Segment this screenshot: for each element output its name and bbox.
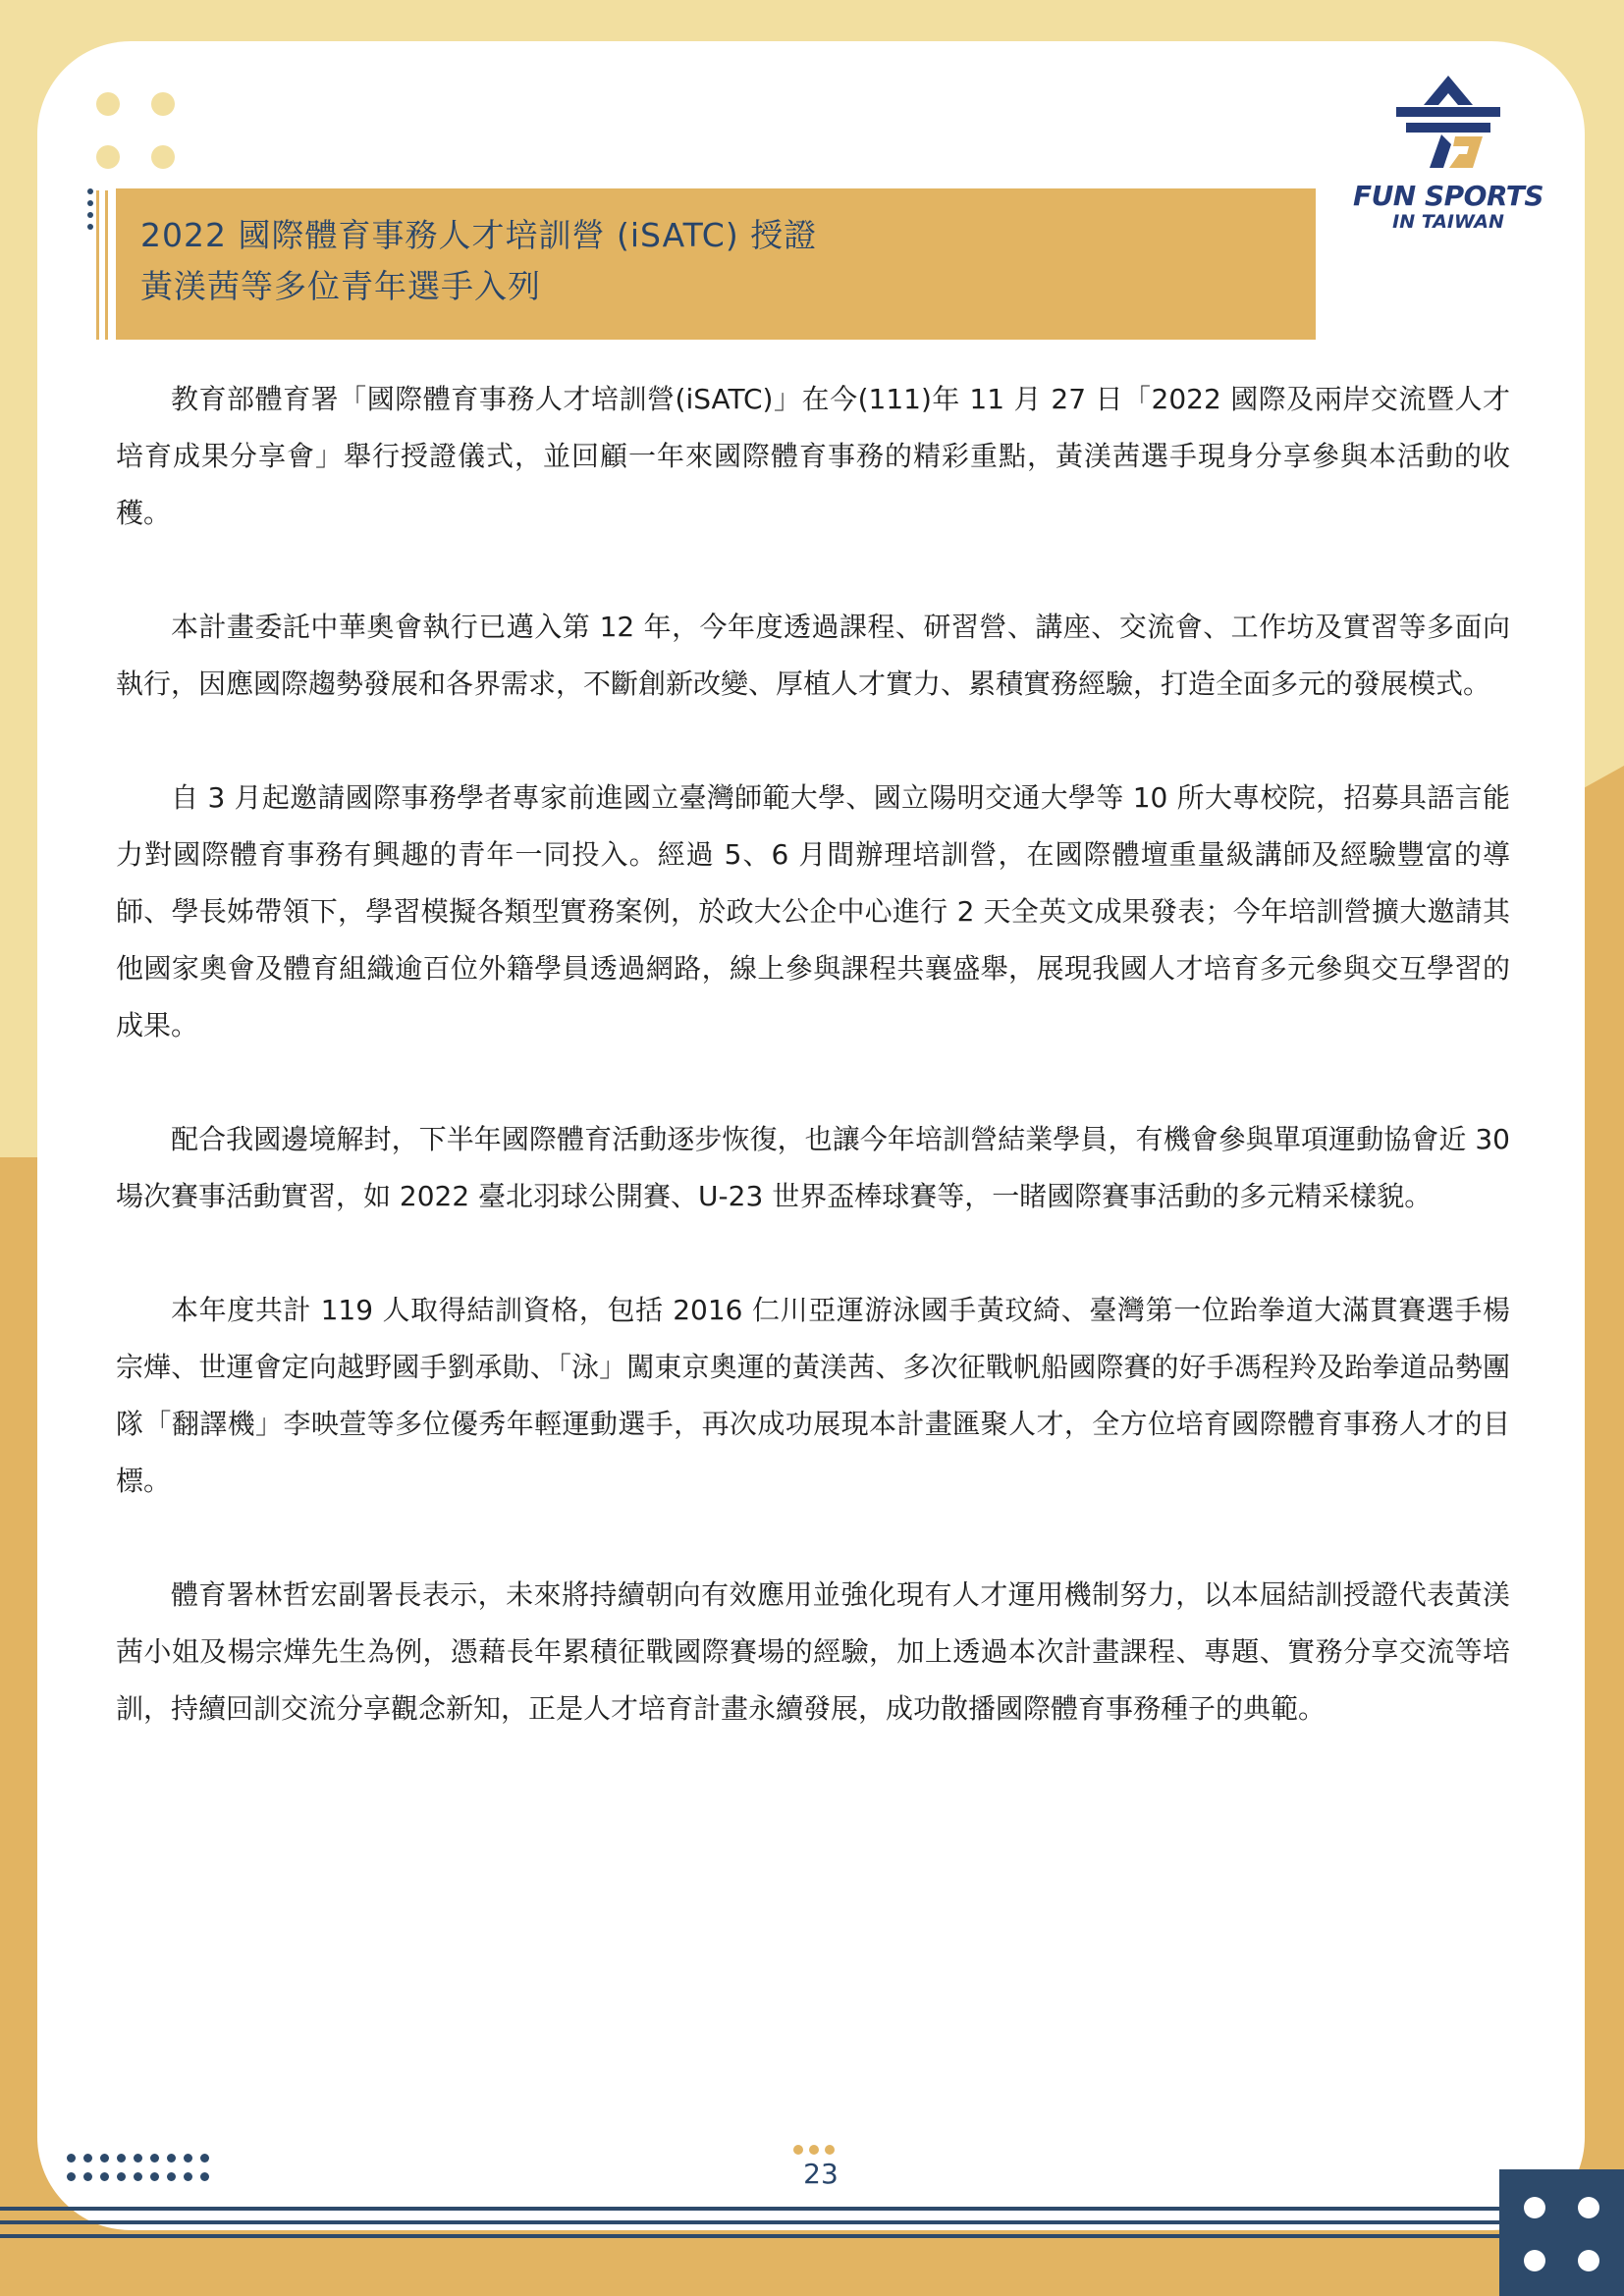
- decorative-dot: [167, 2172, 176, 2181]
- decorative-dots-bottom-left: [67, 2154, 224, 2197]
- fun-sports-logo: [1345, 74, 1551, 240]
- decorative-dot: [134, 2172, 142, 2181]
- decorative-dot: [200, 2172, 209, 2181]
- decorative-vertical-dots: [85, 188, 95, 238]
- decorative-dot: [117, 2154, 126, 2163]
- decorative-dot: [150, 2172, 159, 2181]
- decorative-dot: [200, 2154, 209, 2163]
- paragraph: 本計畫委託中華奧會執行已邁入第 12 年，今年度透過課程、研習營、講座、交流會、工作坊及實習等多面向執行，因應國際趨勢發展和各界需求，不斷創新改變、厚植人才實力、累積實務經驗，打造全面多元的發展模式。: [116, 611, 1510, 700]
- title-accent-bar: [96, 190, 99, 340]
- runner-icon: [1345, 74, 1551, 182]
- title-accent-bar: [105, 190, 108, 340]
- paragraph: 本年度共計 119 人取得結訓資格，包括 2016 仁川亞運游泳國手黃玟綺、臺灣第一位跆拳道大滿貫賽選手楊宗燁、世運會定向越野國手劉承勛、「泳」闖東京奧運的黃渼茜、多次征戰帆船國際賽的好手馮程羚及跆拳道品勢團隊「翻譯機」李映萱等多位優秀年輕運動選手，再次成功展現本計畫匯聚人才，全方位培育國際體育事務人才的目標。: [116, 1294, 1510, 1497]
- decorative-dots-top-left: [96, 92, 185, 171]
- paragraph: 體育署林哲宏副署長表示，未來將持續朝向有效應用並強化現有人才運用機制努力，以本屆結訓授證代表黃渼茜小姐及楊宗燁先生為例，憑藉長年累積征戰國際賽場的經驗，加上透過本次計畫課程、專題、實務分享交流等培訓，持續回訓交流分享觀念新知，正是人才培育計畫永續發展，成功散播國際體育事務種子的典範。: [116, 1578, 1510, 1725]
- page-title: [116, 188, 1316, 340]
- decorative-dot: [134, 2154, 142, 2163]
- decorative-dot: [83, 2172, 92, 2181]
- logo-text-sub: IN TAIWAN: [1392, 211, 1504, 233]
- paragraph: 自 3 月起邀請國際事務學者專家前進國立臺灣師範大學、國立陽明交通大學等 10 所大專校院，招募具語言能力對國際體育事務有興趣的青年一同投入。經過 5、6 月間辦理培訓營，在國際體壇重量級講師及經驗豐富的導師、學長姊帶領下，學習模擬各類型實務案例，於政大公企中心進行 2 天全英文成果發表；今年培訓營擴大邀請其他國家奧會及體育組織逾百位外籍學員透過網路，線上參與課程共襄盛舉，展現我國人才培育多元參與交互學習的成果。: [116, 781, 1510, 1041]
- decorative-dot: [117, 2172, 126, 2181]
- decorative-dot: [67, 2154, 76, 2163]
- article-body: [116, 371, 1510, 1794]
- decorative-dot: [67, 2172, 76, 2181]
- decorative-dot: [83, 2154, 92, 2163]
- logo-text-main: FUN SPORTS: [1352, 180, 1544, 212]
- corner-dot-square: [1499, 2169, 1624, 2296]
- decorative-dot: [150, 2154, 159, 2163]
- page-number-dots: [793, 2140, 852, 2154]
- paragraph: 教育部體育署「國際體育事務人才培訓營(iSATC)」在今(111)年 11 月 27 日「2022 國際及兩岸交流暨人才培育成果分享會」舉行授證儀式，並回顧一年來國際體育事務的精彩重點，黃渼茜選手現身分享參與本活動的收穫。: [116, 383, 1510, 529]
- decorative-dot: [167, 2154, 176, 2163]
- decorative-dot: [184, 2172, 192, 2181]
- paragraph: 配合我國邊境解封，下半年國際體育活動逐步恢復，也讓今年培訓營結業學員，有機會參與單項運動協會近 30 場次賽事活動實習，如 2022 臺北羽球公開賽、U-23 世界盃棒球賽等，一睹國際賽事活動的多元精采樣貌。: [116, 1123, 1510, 1212]
- bottom-stripes: [0, 2207, 1512, 2246]
- decorative-dot: [100, 2172, 109, 2181]
- decorative-dot: [184, 2154, 192, 2163]
- page-number: 23: [803, 2158, 839, 2190]
- decorative-dot: [100, 2154, 109, 2163]
- title-line-1: 2022 國際體育事務人才培訓營 (iSATC) 授證: [140, 216, 818, 254]
- title-line-2: 黃渼茜等多位青年選手入列: [140, 267, 541, 305]
